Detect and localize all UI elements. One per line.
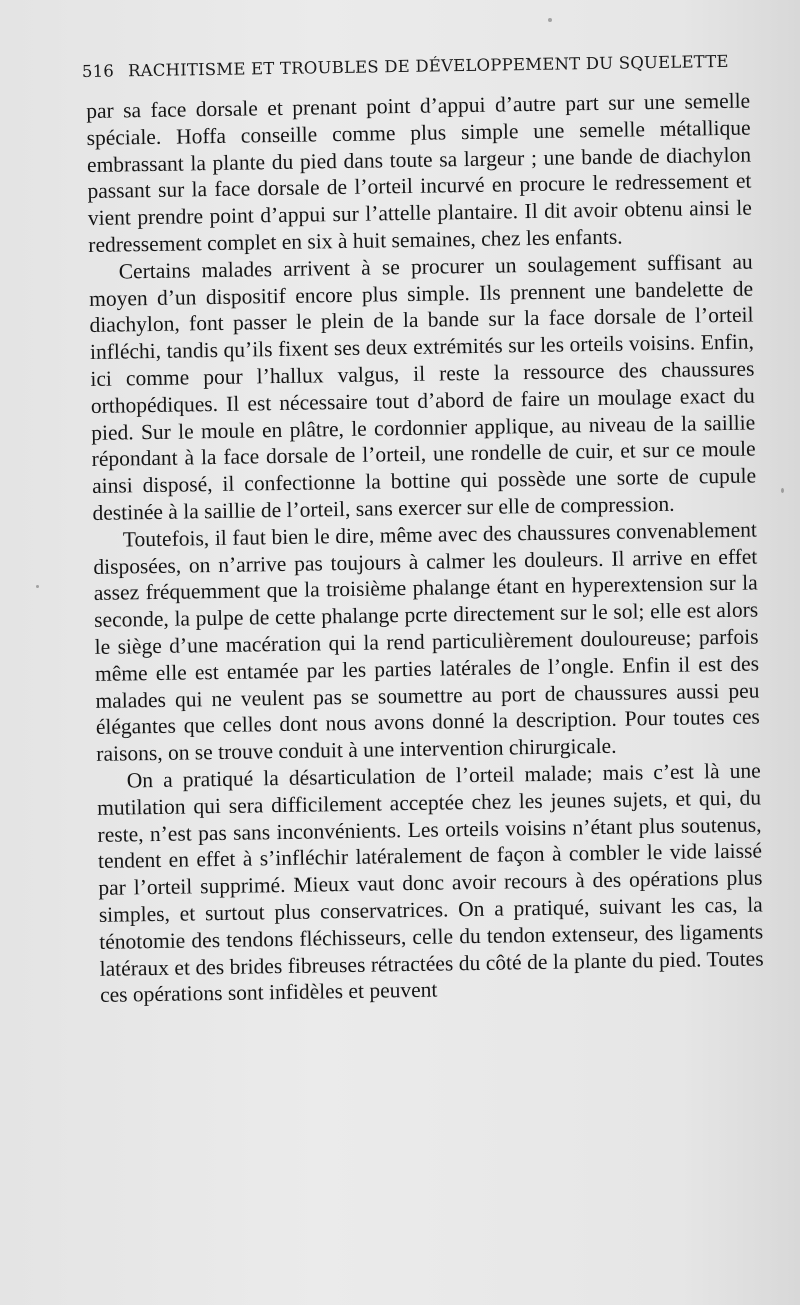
paper-speck bbox=[548, 18, 552, 22]
paragraph-continued: par sa face dorsale et prenant point d’appui d’autre part sur une semelle spéciale. Hoffa conseille comme plus simple une semelle métallique embrassant la plante du pied dans toute sa largeur ; une bande de diachylon passant sur la face dorsale de l’orteil incurvé en procure le redressement et vient prendre point d’appui sur l’attelle plantaire. Il dit avoir obtenu ainsi le redressement complet en six à huit semaines, chez les enfants. bbox=[86, 88, 752, 257]
paper-speck bbox=[781, 488, 784, 493]
paragraph: Certains malades arrivent à se procurer un soulagement suffisant au moyen d’un dispositif encore plus simple. Ils prennent une bandelette de diachylon, font passer le plein de la bande sur la face dorsale de l’orteil infléchi, tandis qu’ils fixent ses deux extrémités sur les orteils voisins. Enfin, ici comme pour l’hallux valgus, il reste la ressource des chaussures orthopédiques. Il est nécessaire tout d’abord de faire un moulage exact du pied. Sur le moule en plâtre, le cordonnier applique, au niveau de la saillie répondant à la face dorsale de l’orteil, une rondelle de cuir, et sur ce moule ainsi disposé, il confectionne la bottine qui possède une sorte de cupule destinée à la saillie de l’orteil, sans exercer sur elle de compression. bbox=[88, 249, 757, 525]
paragraph: Toutefois, il faut bien le dire, même avec des chaussures convenablement disposées, on n’arrive pas toujours à calmer les douleurs. Il arrive en effet assez fréquemment que la troisième phalange étant en hyperextension sur la seconde, la pulpe de cette phalange pcrte directement sur le sol; elle est alors le siège d’une macération qui la rend particulièrement douloureuse; parfois même elle est entamée par les parties latérales de l’ongle. Enfin il est des malades qui ne veulent pas se soumettre au port de chaussures aussi peu élégantes que celles dont nous avons donné la description. Pour toutes ces raisons, on se trouve conduit à une intervention chirurgicale. bbox=[93, 517, 760, 767]
paragraph: On a pratiqué la désarticulation de l’orteil malade; mais c’est là une mutilation qui sera difficilement acceptée chez les jeunes sujets, et qui, du reste, n’est pas sans inconvénients. Les orteils voisins n’étant plus soutenus, tendent en effet à s’infléchir latéralement de façon à combler le vide laissé par l’orteil supprimé. Mieux vaut donc avoir recours à des opérations plus simples, et surtout plus conservatrices. On a pratiqué, suivant les cas, la ténotomie des tendons fléchisseurs, celle du tendon extenseur, des ligaments latéraux et des brides fibreuses rétractées du côté de la plante du pied. Toutes ces opérations sont infidèles et peuvent bbox=[96, 758, 764, 1008]
running-title: RACHITISME ET TROUBLES DE DÉVELOPPEMENT DU SQUELETTE bbox=[127, 51, 729, 81]
body-text bbox=[86, 88, 764, 1009]
running-header bbox=[82, 51, 752, 92]
paper-speck bbox=[36, 585, 39, 588]
page-number: 516 bbox=[81, 61, 115, 81]
